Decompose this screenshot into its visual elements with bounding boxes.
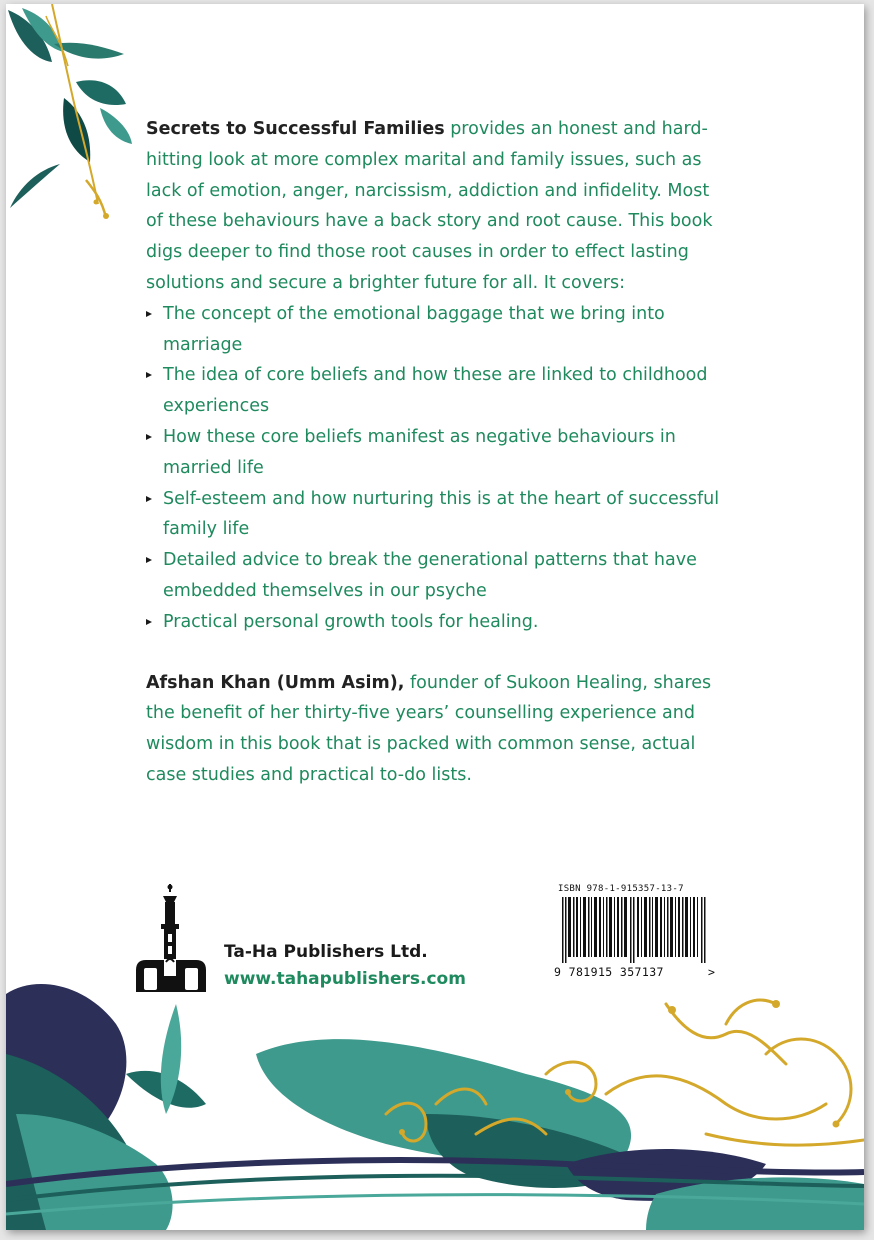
isbn-label: ISBN 978-1-915357-13-7	[558, 884, 684, 894]
publisher-name: Ta-Ha Publishers Ltd.	[224, 942, 428, 962]
barcode-digits: 9 781915 357137	[554, 965, 664, 979]
intro-paragraph	[146, 114, 726, 299]
publisher-url: www.tahapublishers.com	[224, 969, 466, 989]
author-paragraph	[146, 668, 726, 791]
barcode-icon	[562, 897, 708, 963]
intro-text: provides an honest and hard-hitting look at more complex marital and family issues, such as lack of emotion, anger, narcissism, addiction and infidelity. Most of these behaviours have a back story and root cause. This book digs deeper to find those root causes in order to effect lasting solutions and secure a brighter future for all. It covers:	[146, 119, 713, 293]
list-item: Practical personal growth tools for healing.	[146, 607, 726, 638]
author-text: founder of Sukoon Healing, shares the benefit of her thirty-five years’ counselling experience and wisdom in this book that is packed with common sense, actual case studies and practical to-do lists.	[146, 672, 712, 785]
list-item: How these core beliefs manifest as negative behaviours in married life	[146, 422, 726, 484]
leaves-decoration-bottom	[6, 964, 864, 1230]
author-name-bold: Afshan Khan (Umm Asim),	[146, 672, 405, 693]
list-item: The concept of the emotional baggage that we bring into marriage	[146, 299, 726, 361]
barcode-arrow: >	[708, 965, 715, 979]
covers-list	[146, 299, 726, 638]
book-title-bold: Secrets to Successful Families	[146, 119, 445, 139]
leaves-decoration-top	[6, 4, 146, 229]
book-back-cover	[6, 4, 864, 1230]
list-item: Self-esteem and how nurturing this is at the heart of successful family life	[146, 484, 726, 546]
blurb	[146, 114, 726, 791]
list-item: The idea of core beliefs and how these are linked to childhood experiences	[146, 360, 726, 422]
list-item: Detailed advice to break the generational patterns that have embedded themselves in our psyche	[146, 545, 726, 607]
